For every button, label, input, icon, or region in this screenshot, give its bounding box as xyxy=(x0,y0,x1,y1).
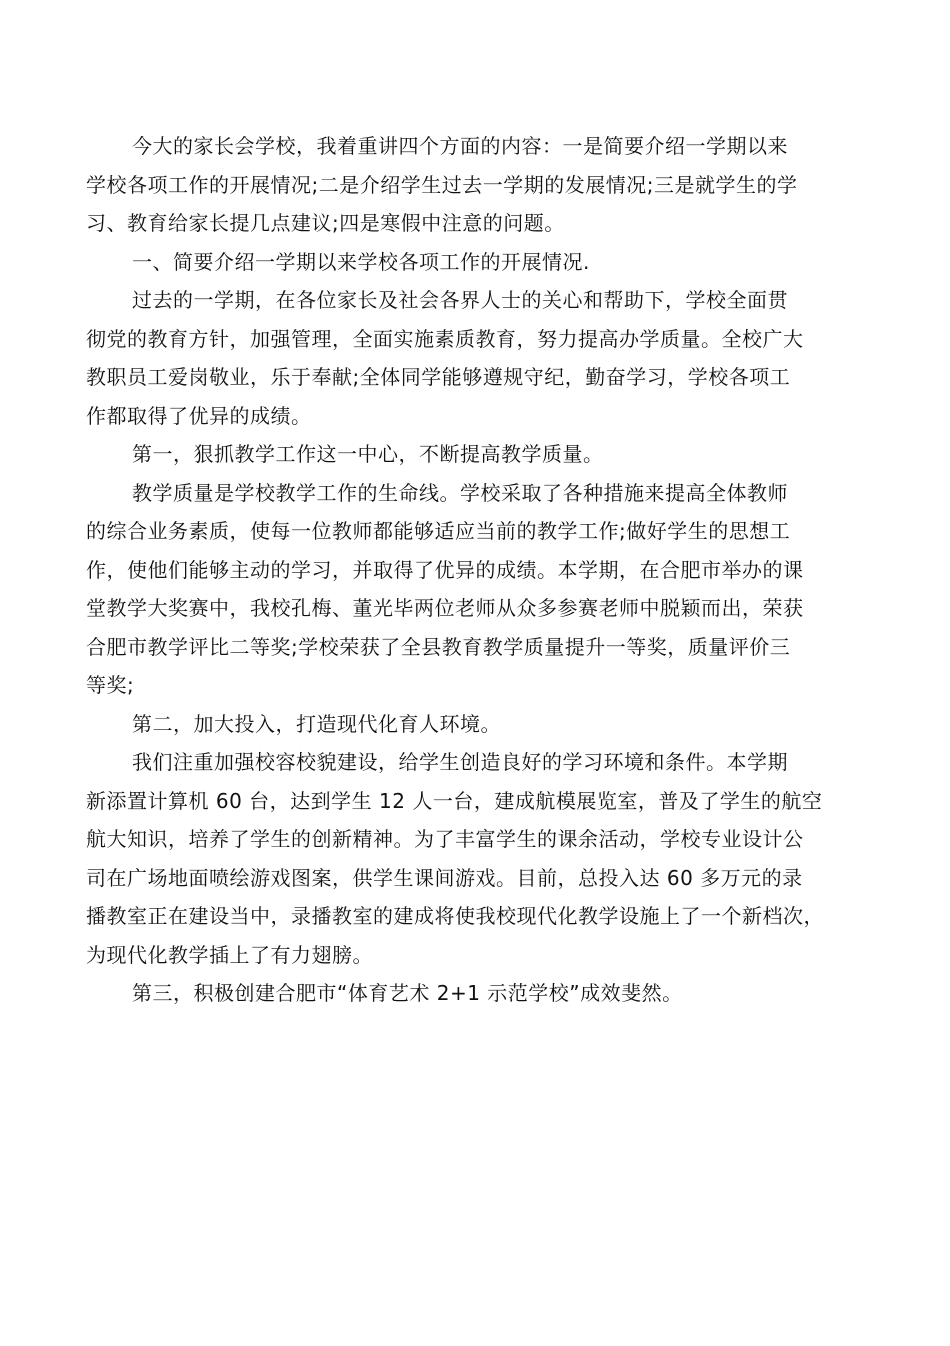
text-line: 为现代化教学插上了有力翅膀。 xyxy=(86,942,373,967)
section-heading: 一、简要介绍一学期以来学校各项工作的开展情况. xyxy=(132,249,590,274)
text-line: 等奖; xyxy=(86,673,135,697)
text-line: 合肥市教学评比二等奖;学校荣获了全县教育教学质量提升一等奖，质量评价三 xyxy=(86,634,791,659)
text-line: 播教室正在建设当中，录播教室的建成将使我校现代化教学设施上了一个新档次， xyxy=(86,904,824,928)
subsection-heading: 第二，加大投入，打造现代化育人环境。 xyxy=(132,711,501,736)
subsection-heading: 第三，积极创建合肥市“体育艺术 2+1 示范学校”成效斐然。 xyxy=(132,981,683,1005)
text-line: 航大知识，培养了学生的创新精神。为了丰富学生的课余活动，学校专业设计公 xyxy=(86,827,804,851)
subsection-heading: 第一，狠抓教学工作这一中心，不断提高教学质量。 xyxy=(132,442,604,466)
text-line: 司在广场地面喷绘游戏图案，供学生课间游戏。目前，总投入达 60 多万元的录 xyxy=(86,865,803,890)
text-line: 作，使他们能够主动的学习，并取得了优异的成绩。本学期，在合肥市举办的课 xyxy=(86,557,804,582)
text-line: 学校各项工作的开展情况;二是介绍学生过去一学期的发展情况;三是就学生的学 xyxy=(86,172,798,197)
text-line: 彻党的教育方针，加强管理，全面实施素质教育，努力提高办学质量。全校广大 xyxy=(86,326,804,351)
text-line: 新添置计算机 60 台，达到学生 12 人一台，建成航模展览室，普及了学生的航空 xyxy=(86,788,823,813)
text-line: 我们注重加强校容校貌建设，给学生创造良好的学习环境和条件。本学期 xyxy=(132,750,788,774)
text-line: 今大的家长会学校，我着重讲四个方面的内容：一是简要介绍一学期以来 xyxy=(132,134,788,158)
text-line: 作都取得了优异的成绩。 xyxy=(86,403,312,428)
document-body xyxy=(86,127,876,1013)
text-line: 过去的一学期，在各位家长及社会各界人士的关心和帮助下，学校全面贯 xyxy=(132,288,788,312)
text-line: 教职员工爱岗敬业，乐于奉献;全体同学能够遵规守纪，勤奋学习，学校各项工 xyxy=(86,365,791,389)
text-line: 的综合业务素质，使每一位教师都能够适应当前的教学工作;做好学生的思想工 xyxy=(86,519,791,543)
text-line: 堂教学大奖赛中，我校孔梅、董光毕两位老师从众多参赛老师中脱颖而出，荣获 xyxy=(86,596,804,620)
text-line: 习、教育给家长提几点建议;四是寒假中注意的问题。 xyxy=(86,211,565,235)
text-line: 教学质量是学校教学工作的生命线。学校采取了各种措施来提高全体教师 xyxy=(132,480,788,505)
